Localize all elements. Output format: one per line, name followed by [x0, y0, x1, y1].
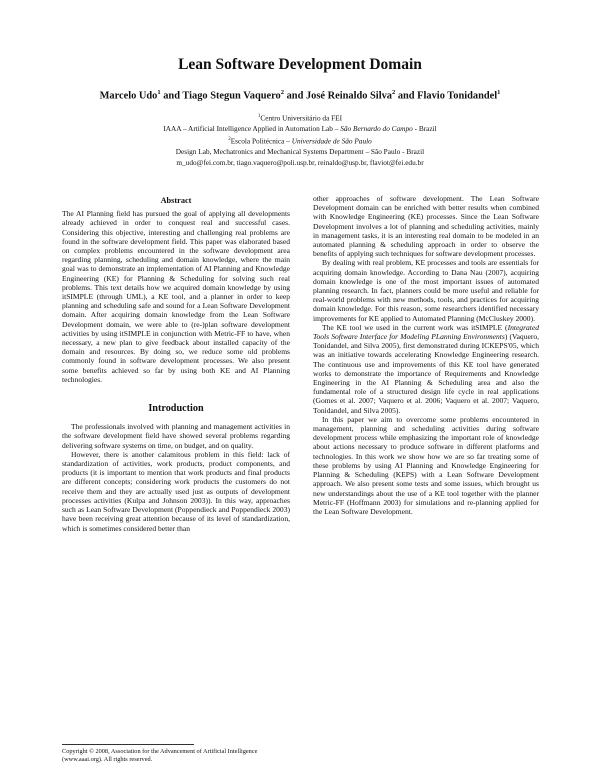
author-list: [0, 89, 600, 101]
affiliation-line: $^1$Centro Universitário da FEI: [257, 113, 343, 123]
intro-paragraph-2: However, there is another calamitous problem in this field: lack of standardization of activities, work products, product components, and products (it is important to mention that work products and final products are different concepts; considering work products the customers do not receive them and they are actually used just as outputs of development processes activities (Kulpa and Johnson 2003)). In this way, approaches such as Lean Software Development (Poppendieck and Poppendieck 2003) have been receiving great attention because of its level of standardization, which is sometimes considered better than: [62, 449, 290, 533]
author-affiliation-mark: 2: [280, 89, 284, 96]
copyright-footnote: Copyright © 2008, Association for the Advancement of Artificial Intelligence (www.aaai.org). All rights reserved.: [62, 748, 258, 764]
paper-title: Lean Software Development Domain: [178, 56, 422, 73]
affiliation-line: Design Lab, Mechatronics and Mechanical Systems Department – São Paulo - Brazil: [175, 147, 425, 157]
author-name: and Tiago Stegun Vaquero: [160, 90, 281, 102]
right-column: [313, 194, 539, 516]
body-paragraph: By dealing with real problem, KE processes and tools are essentials for acquiring domain knowledge. According to Dana Nau (2007), acquiring domain knowledge is one of the most important issues of automated planning research. In fact, planners could be more useful and reliable for real-world problems with new methods, tools, and practices for acquiring domain knowledge. For this reason, some researchers identified necessary improvements for KE applied to Automated Planning (McCluskey 2000).: [313, 258, 539, 323]
author-affiliation-mark: 1: [497, 89, 501, 96]
author-name: Marcelo Udo: [99, 90, 158, 102]
intro-paragraph-1: The professionals involved with planning and management activities in the software development field have showed several problems regarding delivering software systems on time, on budget, and on quality.: [62, 422, 290, 450]
affiliation-line: IAAA – Artificial Intelligence Applied in Automation Lab – São Bernardo do Campo - Brazil: [163, 124, 437, 134]
author-affiliation-mark: 2: [391, 89, 396, 96]
abstract-text: The AI Planning field has pursued the goal of applying all developments already achieved in order to conquest real and successful cases. Considering this objective, interesting and challenging real problems are found in the software development field. This paper was elaborated based on complex problems encountered in the software development area regarding planning, scheduling and domain knowledge, where the main goal was to demonstrate an implementation of AI Planning and Knowledge Engineering (KE) for Planning & Scheduling for solving such real problems. This text details how we acquired domain knowledge by using itSIMPLE (through UML), a KE tool, and a planner in order to keep planning and scheduling safe and sound for a Lean Software Development domain. After acquiring domain knowledge from the Lean Software Development domain, we were able to (re-)plan software development activities by using itSIMPLE in conjunction with Metric-FF to have, when necessary, a new plan to give feedback about installed capacity of the domain and resources. By doing so, we reduce some old problems commonly found in software development processes. We also present some benefits achieved so far by using both KE and AI Planning technologies.: [62, 209, 290, 384]
author-name: and Flavio Tonidandel: [395, 90, 498, 102]
left-column: [62, 196, 290, 533]
abstract-heading: Abstract: [160, 196, 192, 205]
affiliations: [0, 112, 600, 169]
author-name: and José Reinaldo Silva: [284, 90, 392, 102]
body-paragraph: The KE tool we used in the current work was itSIMPLE (Integrated Tools Software Interface for Modeling PLanning Environments) (Vaquero, Tonidandel, and Silva 2005), first demonstrated during ICKEPS'05, which was an initiative towards accelerating Knowledge Engineering research. The continuous use and improvements of this KE tool have generated works to demonstrate the importance of Requirements and Knowledge Engineering in the AI Planning & Scheduling area and also the fundamental role of a structured design life cycle in real applications (Gomes et al. 2007; Vaquero et al. 2006; Vaquero et al. 2007; Vaquero, Tonidandel, and Silva 2005).: [313, 322, 540, 415]
affiliation-line: $^2$Escola Politécnica – Universidade de São Paulo: [228, 136, 372, 146]
author-emails: m_udo@fei.com.br, tiago.vaquero@poli.usp.br, reinaldo@usp.br, flaviot@fei.edu.br: [176, 158, 424, 168]
introduction-heading: Introduction: [148, 403, 204, 415]
body-paragraph-continued: other approaches of software development. The Lean Software Development domain can be enriched with better results when combined with Knowledge Engineering (KE) processes. Since the Lean Software Development involves a lot of planning and scheduling activities, mainly in management tasks, it is an interesting real domain to be modeled in an automated planning & scheduling approach in order to observe the benefits of applying such techniques for software development processes.: [313, 194, 539, 259]
body-paragraph: In this paper we aim to overcome some problems encountered in management, planning and scheduling activities during software development process while emphasizing the important role of knowledge about actions necessary to produce software in different platforms and technologies. In this work we show how we are so far treating some of these problems by using AI Planning and Knowledge Engineering for Planning & Scheduling (KEPS) with a Lean Software Development approach. We also present some tests and some issues, which brought us new understandings about the use of a KE tool together with the planner Metric-FF (Hoffmann 2003) for simulations and re-planning applied for the Lean Software Development.: [313, 414, 539, 516]
author-affiliation-mark: 1: [157, 89, 161, 96]
footnote-divider: [62, 744, 194, 745]
